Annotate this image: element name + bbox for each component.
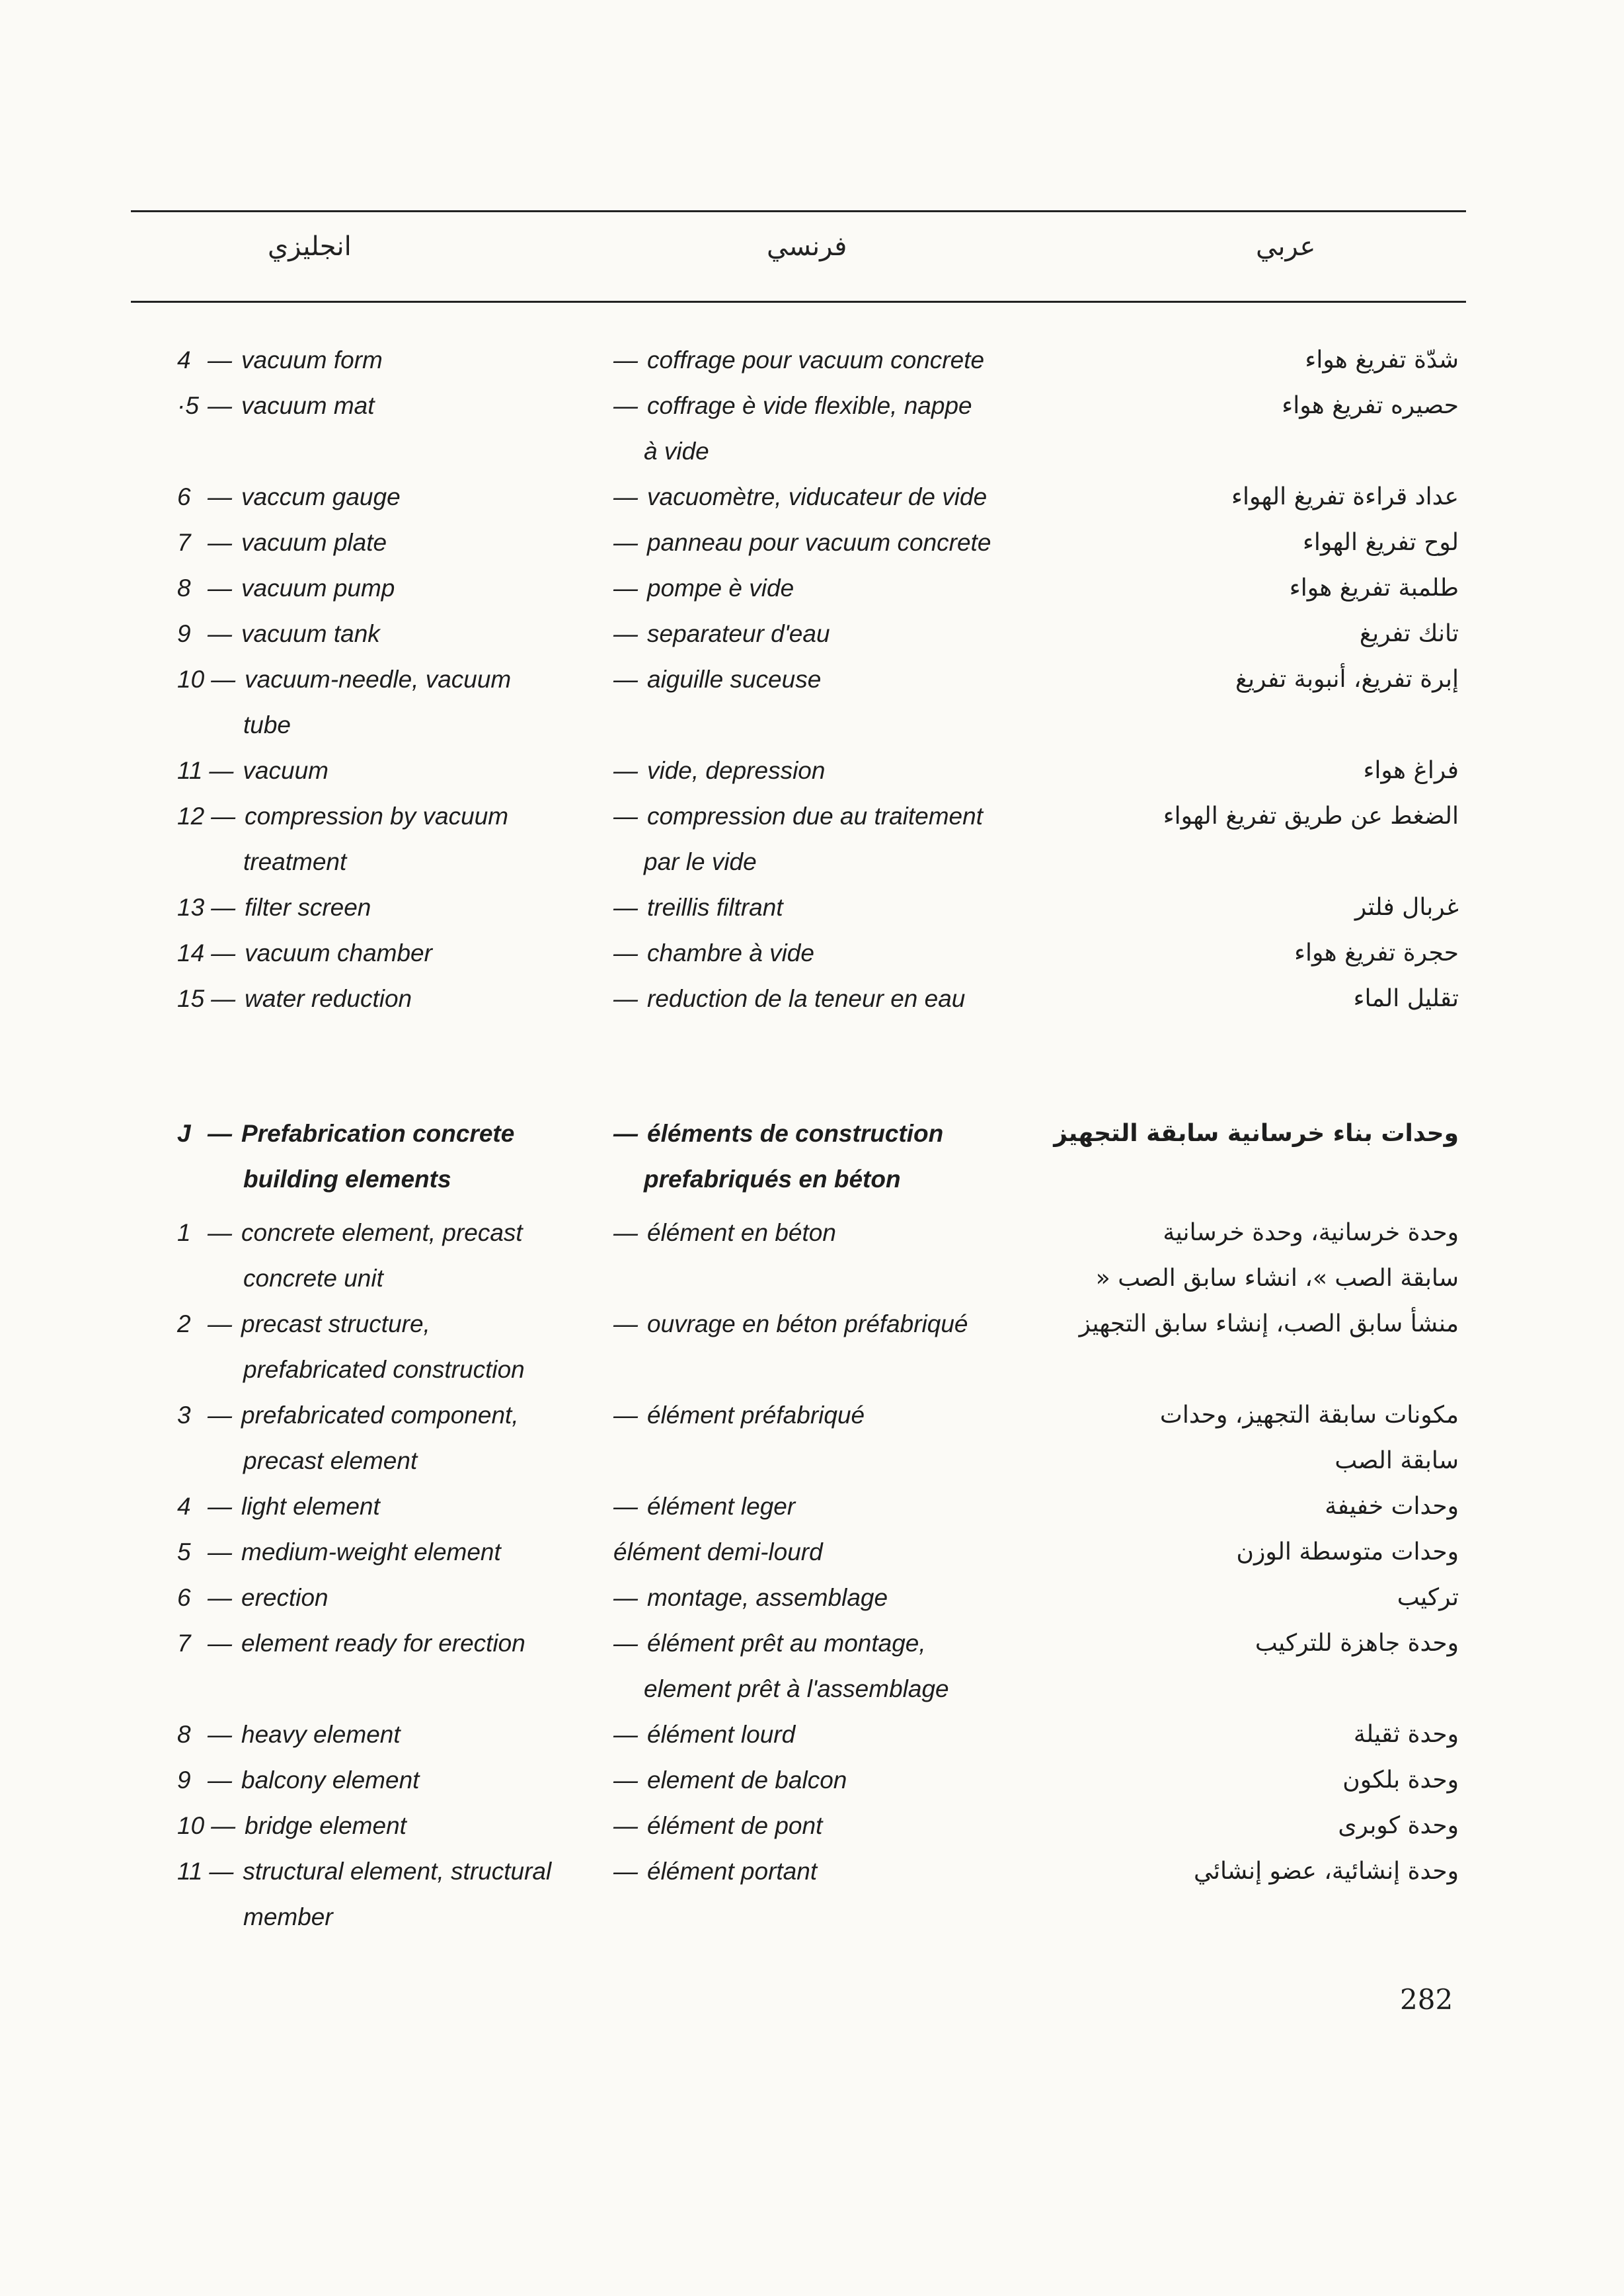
english-term [177, 383, 375, 428]
arabic-term: سابقة الصب »، انشاء سابق الصب « [1095, 1265, 1459, 1292]
dash-separator: — [208, 529, 232, 556]
english-text: compression by vacuum [245, 803, 509, 830]
french-text: élément prêt au montage, [647, 1630, 926, 1657]
french-term [613, 1712, 795, 1757]
dash-separator: — [613, 392, 638, 419]
entry-number: 12 [177, 803, 205, 830]
dash-separator: — [208, 1310, 232, 1337]
dash-separator: — [613, 939, 638, 967]
english-text: vacuum [243, 757, 329, 784]
english-text: erection [241, 1584, 329, 1611]
french-term [613, 1620, 926, 1666]
entry-number: ·5 [177, 392, 199, 419]
arabic-term: فراغ هواء [1363, 757, 1459, 784]
dash-separator: — [208, 1493, 232, 1520]
french-term-continued: à vide [644, 438, 709, 465]
dash-separator: — [211, 1812, 236, 1839]
dash-separator: — [613, 1402, 638, 1429]
french-term [613, 1210, 836, 1255]
dash-separator: — [208, 1402, 232, 1429]
dash-separator: — [208, 1766, 232, 1794]
french-term [613, 1111, 943, 1156]
english-term [177, 1484, 380, 1529]
english-term [177, 885, 371, 930]
french-term [613, 885, 783, 930]
dash-separator: — [208, 1219, 232, 1246]
arabic-term: منشأ سابق الصب، إنشاء سابق التجهيز [1079, 1310, 1459, 1337]
english-term [177, 793, 508, 839]
dash-separator: — [613, 757, 638, 784]
dash-separator: — [613, 1721, 638, 1748]
entry-number: 1 [177, 1219, 191, 1246]
glossary-row [0, 1620, 1624, 1702]
dash-separator: — [613, 1493, 638, 1520]
french-text: éléments de construction [647, 1120, 944, 1147]
dash-separator: — [211, 985, 236, 1012]
arabic-term: تقليل الماء [1353, 985, 1459, 1012]
arabic-term: وحدة خرسانية، وحدة خرسانية [1163, 1219, 1459, 1246]
entry-number: 15 [177, 985, 205, 1012]
entry-number: 13 [177, 894, 205, 921]
dash-separator: — [208, 620, 232, 647]
english-term-continued: building elements [243, 1166, 451, 1193]
english-term [177, 1301, 430, 1347]
dash-separator: — [613, 1858, 638, 1885]
entry-number: 5 [177, 1538, 191, 1565]
english-term [177, 1529, 501, 1575]
dash-separator: — [613, 1120, 638, 1147]
arabic-term: سابقة الصب [1334, 1447, 1459, 1474]
french-term [613, 1484, 795, 1529]
english-text: filter screen [245, 894, 371, 921]
arabic-term: تركيب [1397, 1584, 1459, 1611]
dash-separator: — [613, 666, 638, 693]
entry-number: J [177, 1120, 191, 1147]
french-term [613, 474, 987, 520]
french-term [613, 565, 794, 611]
dash-separator: — [208, 1538, 232, 1565]
arabic-term: حجرة تفريغ هواء [1294, 939, 1459, 967]
french-text: vide, depression [647, 757, 826, 784]
glossary-row [0, 611, 1624, 647]
entry-number: 6 [177, 483, 191, 510]
dash-separator: — [613, 985, 638, 1012]
arabic-term: وحدة جاهزة للتركيب [1255, 1630, 1459, 1657]
english-text: Prefabrication concrete [241, 1120, 515, 1147]
english-text: balcony element [241, 1766, 420, 1794]
entry-number: 7 [177, 1630, 191, 1657]
arabic-term: تانك تفريغ [1359, 620, 1459, 647]
english-term [177, 1757, 419, 1803]
english-term [177, 1712, 401, 1757]
dash-separator: — [211, 666, 236, 693]
french-text: element de balcon [647, 1766, 847, 1794]
french-text: vacuomètre, viducateur de vide [647, 483, 987, 510]
french-text: ouvrage en béton préfabriqué [647, 1310, 968, 1337]
french-text: chambre à vide [647, 939, 814, 967]
english-term [177, 611, 380, 656]
arabic-term: الضغط عن طريق تفريغ الهواء [1163, 803, 1459, 830]
glossary-row [0, 930, 1624, 967]
dash-separator: — [613, 574, 638, 602]
arabic-term: شدّة تفريغ هواء [1305, 346, 1459, 374]
english-text: light element [241, 1493, 380, 1520]
glossary-row [0, 474, 1624, 510]
french-term [613, 520, 991, 565]
english-term [177, 976, 412, 1021]
entry-number: 9 [177, 1766, 191, 1794]
entry-number: 10 [177, 666, 205, 693]
dash-separator: — [211, 894, 236, 921]
english-term [177, 1392, 519, 1438]
french-text: élément demi-lourd [613, 1538, 823, 1565]
glossary-row [0, 565, 1624, 602]
page-number: 282 [1400, 1983, 1453, 2016]
english-term [177, 565, 395, 611]
french-term [613, 611, 830, 656]
glossary-row [0, 1529, 1624, 1565]
arabic-term: وحدات بناء خرسانية سابقة التجهيز [1054, 1120, 1459, 1147]
english-text: precast structure, [241, 1310, 430, 1337]
entry-number: 9 [177, 620, 191, 647]
french-text: élément leger [647, 1493, 796, 1520]
english-text: medium-weight element [241, 1538, 501, 1565]
french-term [613, 748, 825, 793]
dash-separator: — [209, 757, 234, 784]
english-text: element ready for erection [241, 1630, 525, 1657]
english-text: vacuum form [241, 346, 383, 374]
dash-separator: — [208, 1584, 232, 1611]
arabic-term: غربال فلتر [1354, 894, 1459, 921]
french-term [613, 930, 814, 976]
english-text: vaccum gauge [241, 483, 401, 510]
english-term [177, 1803, 406, 1848]
french-text: reduction de la teneur en eau [647, 985, 966, 1012]
french-text: élément de pont [647, 1812, 823, 1839]
arabic-term: وحدة كوبرى [1338, 1812, 1459, 1839]
glossary-row [0, 1392, 1624, 1474]
english-text: bridge element [245, 1812, 406, 1839]
english-text: vacuum mat [241, 392, 375, 419]
english-text: vacuum chamber [245, 939, 432, 967]
french-term [613, 656, 821, 702]
dash-separator: — [208, 1721, 232, 1748]
dash-separator: — [211, 939, 236, 967]
french-text: élément lourd [647, 1721, 796, 1748]
english-text: vacuum pump [241, 574, 395, 602]
arabic-term: حصيره تفريغ هواء [1282, 392, 1459, 419]
dash-separator: — [613, 483, 638, 510]
dash-separator: — [208, 346, 232, 374]
entry-number: 4 [177, 1493, 191, 1520]
glossary-row [0, 656, 1624, 738]
column-header-french: فرنسي [767, 231, 847, 262]
dash-separator: — [613, 894, 638, 921]
english-term-continued: concrete unit [243, 1265, 383, 1292]
arabic-term: عداد قراءة تفريغ الهواء [1231, 483, 1459, 510]
french-text: compression due au traitement [647, 803, 983, 830]
french-term [613, 1757, 847, 1803]
dash-separator: — [613, 620, 638, 647]
entry-number: 8 [177, 1721, 191, 1748]
english-term-continued: member [243, 1903, 333, 1930]
dash-separator: — [209, 1858, 234, 1885]
english-term [177, 656, 511, 702]
glossary-row [0, 1848, 1624, 1930]
arabic-term: إبرة تفريغ، أنبوبة تفريغ [1235, 666, 1459, 693]
french-term [613, 793, 983, 839]
entry-number: 3 [177, 1402, 191, 1429]
glossary-row [0, 1301, 1624, 1383]
english-term [177, 1210, 523, 1255]
french-text: treillis filtrant [647, 894, 783, 921]
french-term [613, 1301, 968, 1347]
english-text: concrete element, precast [241, 1219, 523, 1246]
french-text: coffrage è vide flexible, nappe [647, 392, 972, 419]
dash-separator: — [208, 574, 232, 602]
arabic-term: لوح تفريغ الهواء [1302, 529, 1459, 556]
dash-separator: — [613, 1630, 638, 1657]
english-text: heavy element [241, 1721, 401, 1748]
english-term-continued: prefabricated construction [243, 1356, 525, 1383]
english-text: water reduction [245, 985, 412, 1012]
french-text: élément préfabriqué [647, 1402, 865, 1429]
entry-number: 6 [177, 1584, 191, 1611]
glossary-row [0, 337, 1624, 374]
french-text: montage, assemblage [647, 1584, 888, 1611]
french-text: pompe è vide [647, 574, 794, 602]
arabic-term: وحدات متوسطة الوزن [1236, 1538, 1459, 1565]
french-text: coffrage pour vacuum concrete [647, 346, 985, 374]
dash-separator: — [613, 1310, 638, 1337]
dash-separator: — [613, 1766, 638, 1794]
french-term [613, 383, 972, 428]
french-term [613, 1392, 865, 1438]
dash-separator: — [613, 1812, 638, 1839]
french-text: panneau pour vacuum concrete [647, 529, 991, 556]
english-text: prefabricated component, [241, 1402, 519, 1429]
dash-separator: — [613, 803, 638, 830]
english-text: vacuum tank [241, 620, 380, 647]
header-rule-top [131, 210, 1466, 212]
dash-separator: — [613, 346, 638, 374]
english-text: structural element, structural [243, 1858, 552, 1885]
english-term [177, 1575, 329, 1620]
arabic-term: طلمبة تفريغ هواء [1289, 574, 1459, 602]
entry-number: 7 [177, 529, 191, 556]
dash-separator: — [208, 483, 232, 510]
arabic-term: وحدة ثقيلة [1353, 1721, 1459, 1748]
column-header-english: انجليزي [268, 231, 352, 262]
french-term [613, 337, 984, 383]
header-rule-bottom [131, 301, 1466, 303]
french-text: separateur d'eau [647, 620, 830, 647]
english-term-continued: precast element [243, 1447, 418, 1474]
column-header-arabic: عربي [1256, 231, 1316, 262]
french-term [613, 976, 965, 1021]
french-text: aiguille suceuse [647, 666, 822, 693]
english-term [177, 520, 387, 565]
dash-separator: — [208, 1630, 232, 1657]
french-term-continued: prefabriqués en béton [644, 1166, 901, 1193]
french-text: élément portant [647, 1858, 818, 1885]
english-term [177, 748, 329, 793]
french-term [613, 1575, 888, 1620]
arabic-term: وحدة بلكون [1342, 1766, 1459, 1794]
english-term [177, 1111, 514, 1156]
french-term [613, 1529, 823, 1575]
dash-separator: — [613, 1219, 638, 1246]
english-term-continued: tube [243, 711, 291, 738]
french-term [613, 1848, 817, 1894]
arabic-term: مكونات سابقة التجهيز، وحدات [1159, 1402, 1459, 1429]
french-term-continued: par le vide [644, 848, 757, 875]
english-text: vacuum-needle, vacuum [245, 666, 512, 693]
english-term [177, 1848, 551, 1894]
glossary-row [0, 1757, 1624, 1794]
english-term-continued: treatment [243, 848, 347, 875]
dash-separator: — [208, 1120, 232, 1147]
french-term [613, 1803, 822, 1848]
entry-number: 11 [177, 1858, 203, 1885]
english-term [177, 930, 432, 976]
arabic-term: وحدة إنشائية، عضو إنشائي [1193, 1858, 1459, 1885]
arabic-term: وحدات خفيفة [1325, 1493, 1459, 1520]
dash-separator: — [211, 803, 236, 830]
entry-number: 11 [177, 757, 203, 784]
entry-number: 8 [177, 574, 191, 602]
french-text: élément en béton [647, 1219, 836, 1246]
english-term [177, 474, 401, 520]
french-term-continued: element prêt à l'assemblage [644, 1675, 949, 1702]
dash-separator: — [613, 1584, 638, 1611]
entry-number: 2 [177, 1310, 191, 1337]
english-term [177, 1620, 525, 1666]
entry-number: 4 [177, 346, 191, 374]
entry-number: 10 [177, 1812, 205, 1839]
english-text: vacuum plate [241, 529, 387, 556]
entry-number: 14 [177, 939, 205, 967]
dash-separator: — [208, 392, 232, 419]
english-term [177, 337, 383, 383]
dash-separator: — [613, 529, 638, 556]
glossary-row [0, 793, 1624, 875]
